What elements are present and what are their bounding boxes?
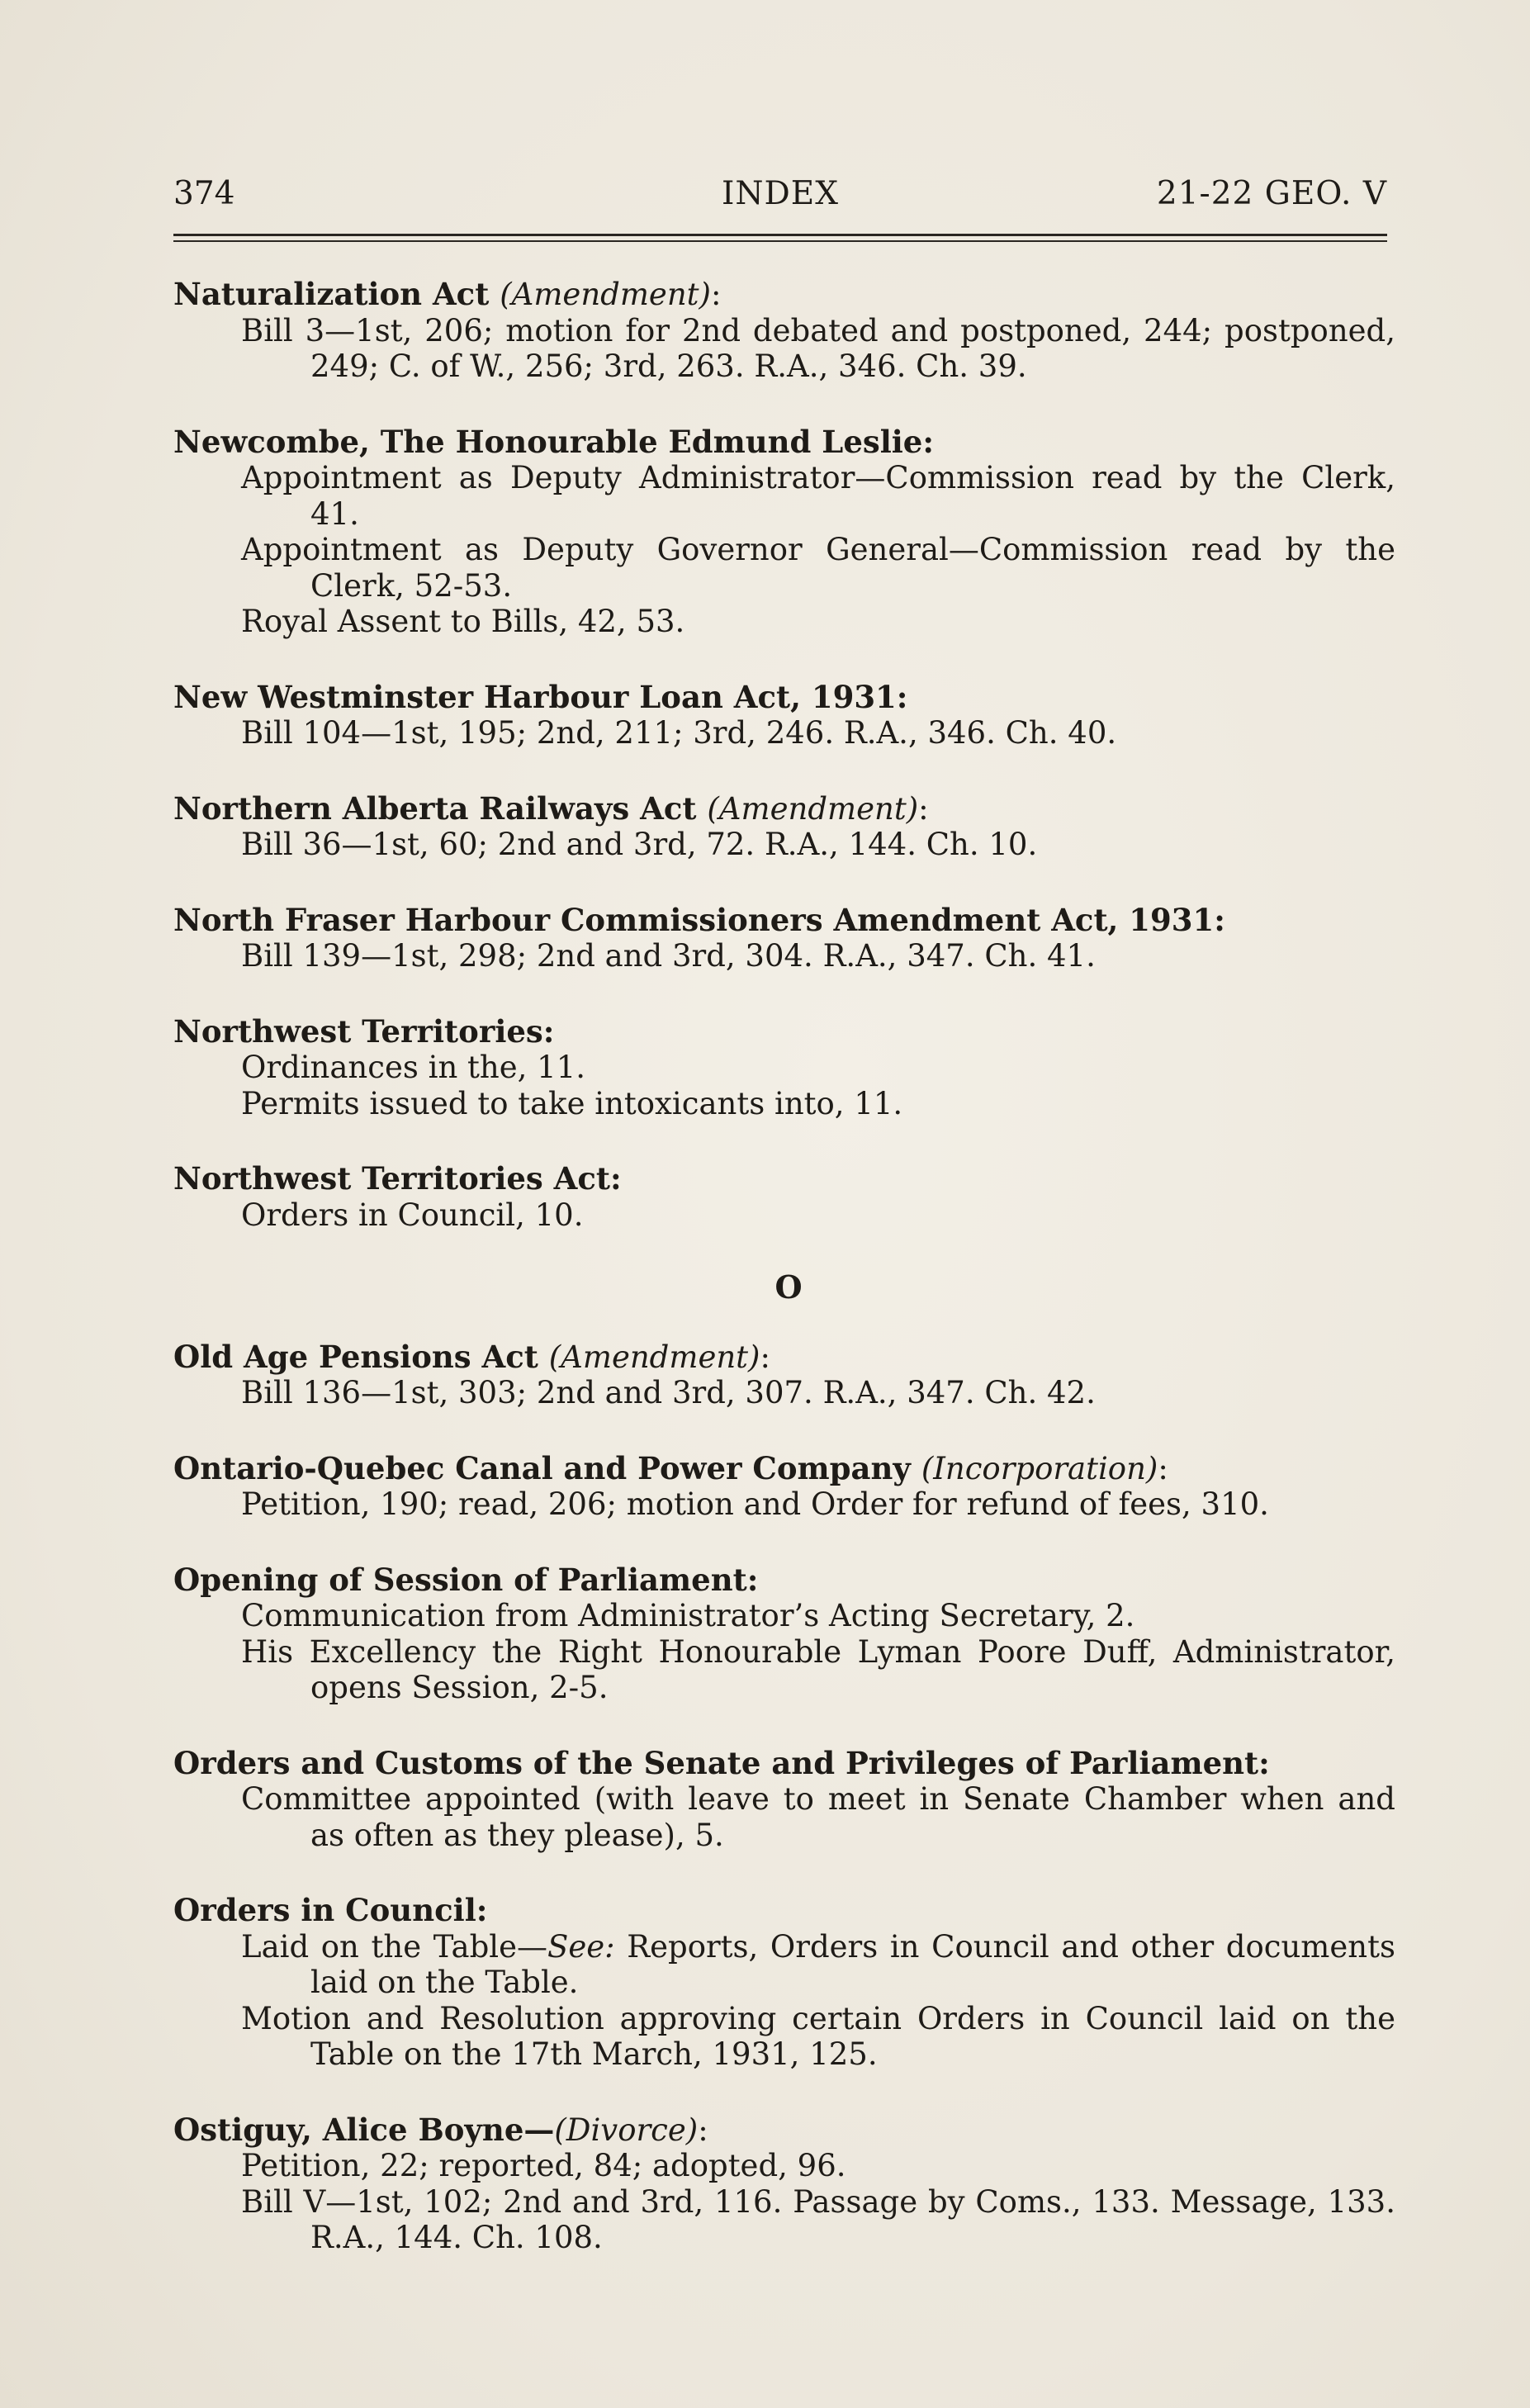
- entry-heading: Northwest Territories:: [173, 1012, 555, 1050]
- entry-qualifier: (Amendment): [707, 790, 919, 827]
- session-label: 21-22 GEO. V: [1156, 175, 1387, 212]
- entry-line: Permits issued to take intoxicants into, 11.: [241, 1085, 903, 1121]
- page-number: 374: [173, 175, 235, 212]
- entry-heading: New Westminster Harbour Loan Act, 1931:: [173, 678, 908, 715]
- running-head: [173, 173, 1387, 215]
- entry-heading: North Fraser Harbour Commissioners Amendment Act, 1931:: [173, 901, 1225, 938]
- entry-heading: Naturalization Act (Amendment):: [173, 276, 722, 312]
- entry-heading: Opening of Session of Parliament:: [173, 1561, 759, 1598]
- entry-qualifier: (Incorporation): [921, 1450, 1158, 1486]
- entry-heading: Ontario-Quebec Canal and Power Company (Incorporation):: [173, 1449, 1168, 1486]
- entry-line: Appointment as Deputy Governor General—Commission read by the Clerk, 52-53.: [241, 532, 1395, 604]
- section-letter: O: [774, 1268, 803, 1306]
- entry-line: Orders in Council, 10.: [241, 1197, 584, 1233]
- entry-line: His Excellency the Right Honourable Lyman Poore Duff, Administrator, opens Session, 2-5.: [241, 1633, 1395, 1705]
- entry-heading: Orders in Council:: [173, 1892, 488, 1928]
- entry-heading: Northwest Territories Act:: [173, 1160, 622, 1197]
- index-entry: [173, 680, 1395, 751]
- index-entry: [173, 277, 1395, 385]
- entry-qualifier: (Amendment): [500, 277, 711, 312]
- entry-heading: Ostiguy, Alice Boyne—(Divorce):: [173, 2111, 708, 2148]
- entry-line: Bill 139—1st, 298; 2nd and 3rd, 304. R.A., 347. Ch. 41.: [241, 938, 1096, 974]
- entry-heading: Orders and Customs of the Senate and Privileges of Parliament:: [173, 1744, 1270, 1781]
- index-entry: [173, 2112, 1395, 2256]
- index-entry: [173, 424, 1395, 640]
- entry-line: Bill 36—1st, 60; 2nd and 3rd, 72. R.A., 144. Ch. 10.: [241, 827, 1038, 862]
- header-rule-bottom: [173, 240, 1387, 242]
- entry-line: Committee appointed (with leave to meet in Senate Chamber when and as often as they please), 5.: [241, 1781, 1395, 1853]
- entry-line: Bill V—1st, 102; 2nd and 3rd, 116. Passage by Coms., 133. Message, 133. R.A., 144. Ch. 108.: [241, 2183, 1395, 2255]
- entry-line: Motion and Resolution approving certain Orders in Council laid on the Table on the 17th March, 1931, 125.: [241, 2000, 1395, 2072]
- entry-line: Laid on the Table—See: Reports, Orders in Council and other documents laid on the Table.: [241, 1928, 1395, 2000]
- entry-line: Petition, 190; read, 206; motion and Order for refund of fees, 310.: [241, 1486, 1269, 1522]
- index-entry: [173, 1893, 1395, 2073]
- entry-line: Appointment as Deputy Administrator—Commission read by the Clerk, 41.: [241, 460, 1395, 532]
- page-title: INDEX: [721, 175, 840, 212]
- entry-heading: Newcombe, The Honourable Edmund Leslie:: [173, 423, 935, 460]
- index-entry: [173, 903, 1395, 974]
- index-entry: [173, 1451, 1395, 1523]
- see-reference: See:: [547, 1928, 615, 1965]
- entry-line: Bill 3—1st, 206; motion for 2nd debated and postponed, 244; postponed, 249; C. of W., 256; 3rd, 263. R.A., 346. Ch. 39.: [241, 312, 1395, 384]
- index-entry: [173, 1161, 1395, 1233]
- entry-line: Bill 136—1st, 303; 2nd and 3rd, 307. R.A., 347. Ch. 42.: [241, 1375, 1096, 1410]
- entry-qualifier: (Divorce): [554, 2112, 699, 2148]
- entry-line: Communication from Administrator’s Acting Secretary, 2.: [241, 1598, 1135, 1633]
- entry-line: Ordinances in the, 11.: [241, 1050, 586, 1085]
- entry-heading: Old Age Pensions Act (Amendment):: [173, 1338, 770, 1375]
- entry-qualifier: (Amendment): [548, 1339, 760, 1375]
- index-content: [173, 277, 1395, 2296]
- entry-heading: Northern Alberta Railways Act (Amendment):: [173, 789, 929, 827]
- index-entry: [173, 1339, 1395, 1411]
- entry-line: Bill 104—1st, 195; 2nd, 211; 3rd, 246. R.A., 346. Ch. 40.: [241, 715, 1117, 751]
- entry-line: Petition, 22; reported, 84; adopted, 96.: [241, 2148, 846, 2183]
- index-entry: [173, 1562, 1395, 1706]
- entry-line: Royal Assent to Bills, 42, 53.: [241, 604, 685, 639]
- index-entry: [173, 1014, 1395, 1122]
- index-entry: [173, 791, 1395, 863]
- index-entry: [173, 1746, 1395, 1854]
- header-rule-top: [173, 234, 1387, 236]
